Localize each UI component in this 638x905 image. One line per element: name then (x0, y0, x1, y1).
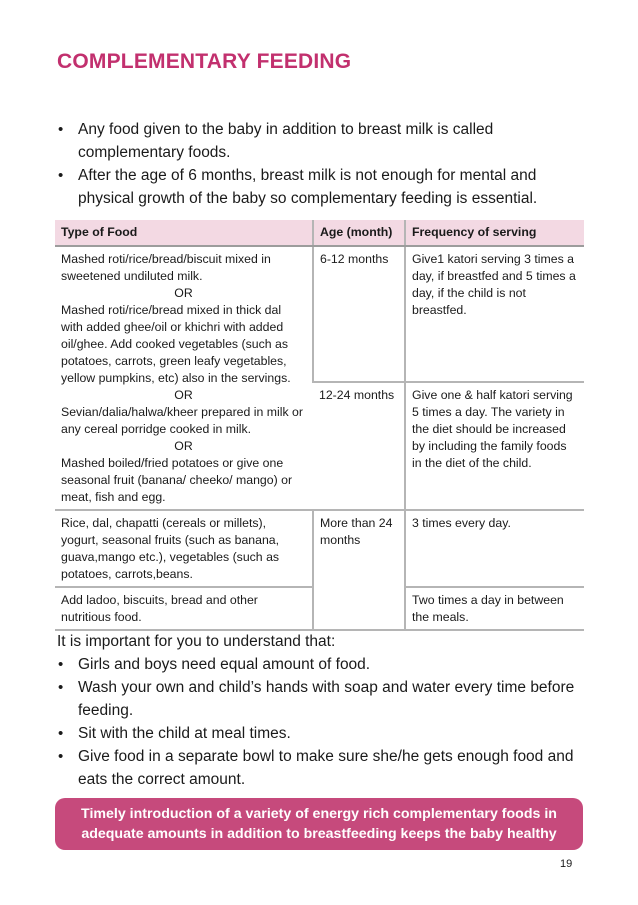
frequency-cell-12-24: Give one & half katori serving 5 times a day. The variety in the diet should be increased by including the family foods in the diet of the child. (405, 382, 584, 510)
food-option-1: Mashed roti/rice/bread/biscuit mixed in sweetened undiluted milk. (61, 252, 271, 283)
tip-bullet: • Girls and boys need equal amount of food. (57, 653, 592, 676)
tips-list (57, 653, 592, 791)
important-intro: It is important for you to understand that: (57, 633, 336, 650)
frequency-cell-snacks: Two times a day in between the meals. (405, 587, 584, 630)
food-option-3: Sevian/dalia/halwa/kheer prepared in milk or any cereal porridge cooked in milk. (61, 405, 303, 436)
food-cell-group1 (55, 246, 313, 510)
table-row (55, 510, 584, 587)
header-age: Age (month) (313, 220, 405, 246)
age-cell-24-plus: More than 24 months (313, 510, 405, 630)
banner-line-1: Timely introduction of a variety of energy rich complementary foods in (81, 806, 557, 822)
tip-bullet: • Wash your own and child’s hands with soap and water every time before feeding. (57, 676, 592, 722)
header-frequency: Frequency of serving (405, 220, 584, 246)
table-row (55, 246, 584, 382)
intro-list (57, 118, 592, 210)
frequency-cell-24-plus: 3 times every day. (405, 510, 584, 587)
feeding-table (55, 220, 584, 631)
food-option-4: Mashed boiled/fried potatoes or give one seasonal fruit (banana/ cheeko/ mango) or meat, fish and egg. (61, 456, 293, 504)
or-separator: OR (174, 286, 193, 300)
or-separator: OR (174, 388, 193, 402)
banner-line-2: adequate amounts in addition to breastfeeding keeps the baby healthy (81, 826, 557, 842)
header-type-of-food: Type of Food (55, 220, 313, 246)
or-separator: OR (174, 439, 193, 453)
tip-bullet: • Give food in a separate bowl to make sure she/he gets enough food and eats the correct amount. (57, 745, 592, 791)
table-header-row (55, 220, 584, 246)
intro-bullet: • Any food given to the baby in addition to breast milk is called complementary foods. (57, 118, 592, 164)
key-message-banner (55, 798, 583, 850)
frequency-cell-6-12: Give1 katori serving 3 times a day, if breastfed and 5 times a day, if the child is not breastfed. (405, 246, 584, 382)
food-option-2: Mashed roti/rice/bread mixed in thick dal with added ghee/oil or khichri with added oil/ghee. Add cooked vegetables (such as potatoes, carrots, green leafy vegetables, yellow pumpkins, etc) also in the servings. (61, 303, 291, 385)
intro-bullet: • After the age of 6 months, breast milk is not enough for mental and physical growth of the baby so complementary feeding is essential. (57, 164, 592, 210)
age-cell-6-12: 6-12 months (313, 246, 405, 382)
page-number: 19 (560, 858, 573, 870)
food-cell-group2: Rice, dal, chapatti (cereals or millets), yogurt, seasonal fruits (such as banana, guava,mango etc.), vegetables (such as potatoes, carrots,beans. (55, 510, 313, 587)
food-cell-group3: Add ladoo, biscuits, bread and other nutritious food. (55, 587, 313, 630)
page-title: COMPLEMENTARY FEEDING (57, 50, 352, 73)
tip-bullet: • Sit with the child at meal times. (57, 722, 592, 745)
age-cell-12-24: 12-24 months (313, 382, 405, 510)
